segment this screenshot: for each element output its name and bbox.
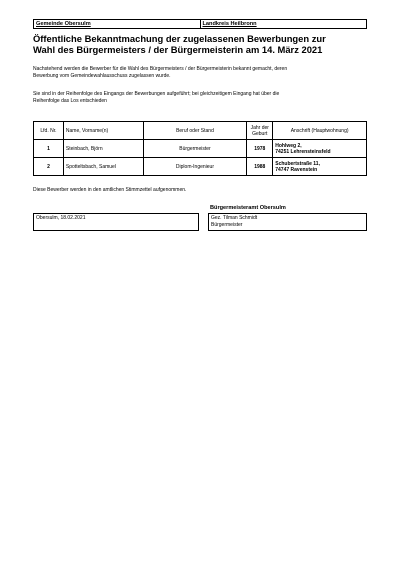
row-address: Schubertstraße 11, 74747 Ravenstein	[273, 158, 367, 176]
row-nr: 1	[34, 140, 64, 158]
header-table	[33, 19, 367, 29]
row-address: Hohlweg 2, 74251 Lehrensteinsfeld	[273, 140, 367, 158]
document-title	[33, 33, 373, 55]
title-line-2: Wahl des Bürgermeisters / der Bürgermeisterin am 14. März 2021	[33, 44, 323, 55]
intro-line-2: Bewerbung vom Gemeindewahlausschuss zugelassen wurde.	[33, 73, 171, 79]
municipality-name: Gemeinde Obersulm	[34, 20, 201, 29]
table-header-row	[34, 122, 367, 140]
row-name: Steinbach, Björn	[63, 140, 143, 158]
authority-label: Bürgermeisteramt Obersulm	[210, 205, 286, 211]
place-date: Obersulm, 18.02.2021	[34, 214, 199, 231]
ballot-note: Diese Bewerber werden in den amtlichen Stimmzettel aufgenommen.	[33, 187, 187, 193]
signer-role: Bürgermeister	[211, 222, 243, 228]
order-line-2: Reihenfolge das Los entschieden	[33, 98, 107, 104]
header-nr: Lfd. Nr.	[34, 122, 64, 140]
header-name: Name, Vorname(n)	[63, 122, 143, 140]
table-row	[34, 140, 367, 158]
signature-table	[33, 213, 367, 231]
header-birth-year: Jahr der Geburt	[247, 122, 273, 140]
row-nr: 2	[34, 158, 64, 176]
order-paragraph	[33, 91, 367, 105]
signature-block	[209, 214, 367, 231]
table-row	[34, 158, 367, 176]
row-name: Spotteltsbach, Samuel	[63, 158, 143, 176]
row-profession: Diplom-Ingenieur	[143, 158, 247, 176]
row-birth-year: 1978	[247, 140, 273, 158]
candidates-table	[33, 121, 367, 176]
intro-line-1: Nachstehend werden die Bewerber für die Wahl des Bürgermeisters / der Bürgermeisterin bekannt gemacht, deren	[33, 66, 288, 72]
district-name: Landkreis Heilbronn	[200, 20, 367, 29]
header-address: Anschrift (Hauptwohnung)	[273, 122, 367, 140]
intro-paragraph	[33, 66, 367, 80]
title-line-1: Öffentliche Bekanntmachung der zugelassenen Bewerbungen zur	[33, 33, 326, 44]
row-profession: Bürgermeister	[143, 140, 247, 158]
row-birth-year: 1988	[247, 158, 273, 176]
order-line-1: Sie sind in der Reihenfolge des Eingangs der Bewerbungen aufgeführt; bei gleichzeitigem Eingang hat über die	[33, 91, 280, 97]
signed-by: Gez. Tilman Schmidt	[211, 215, 258, 221]
header-profession: Beruf oder Stand	[143, 122, 247, 140]
